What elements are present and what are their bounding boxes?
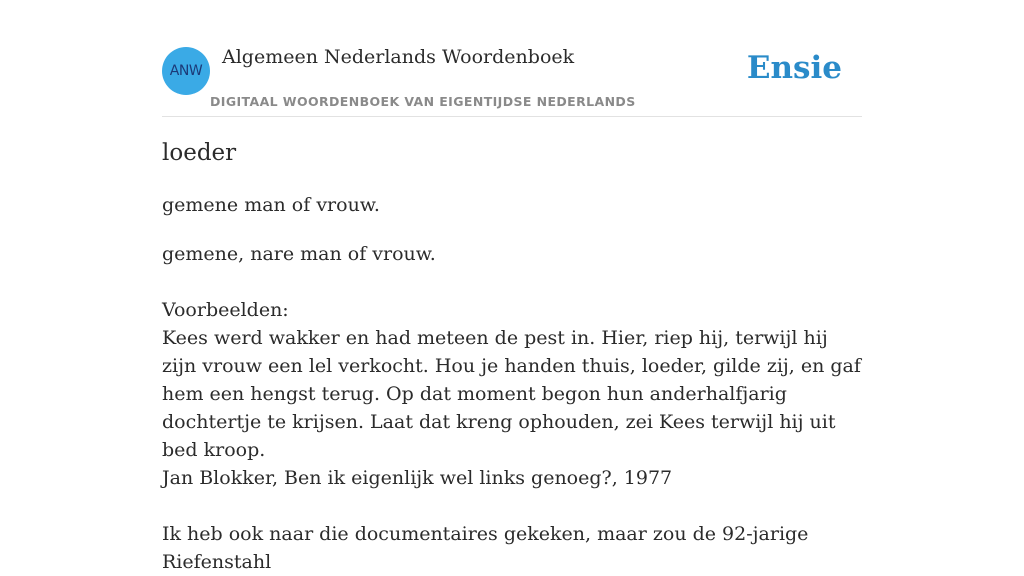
short-definition: gemene man of vrouw. [162, 194, 380, 216]
spacer [162, 268, 862, 296]
ensie-logo-link[interactable]: Ensie [746, 50, 842, 86]
logo-text: ANW [169, 63, 203, 79]
example-source: Jan Blokker, Ben ik eigenlijk wel links genoeg?, 1977 [162, 467, 673, 489]
examples-label: Voorbeelden: [162, 299, 289, 321]
source-title[interactable]: Algemeen Nederlands Woordenboek [222, 46, 575, 68]
anw-logo[interactable] [162, 47, 210, 95]
spacer [162, 492, 862, 520]
definition-text: gemene, nare man of vrouw. [162, 243, 436, 265]
definition-body [162, 240, 862, 576]
page [162, 0, 862, 573]
example-text: Kees werd wakker en had meteen de pest in. Hier, riep hij, terwijl hij zijn vrouw een lel verkocht. Hou je handen thuis, loeder, gilde zij, en gaf hem een hengst terug. Op dat moment begon hun anderhalfjarig dochtertje te krijsen. Laat dat kreng ophouden, zei Kees terwijl hij uit bed kroop. [162, 327, 861, 461]
headword: loeder [162, 140, 237, 166]
header [162, 0, 862, 117]
source-subtitle: DIGITAAL WOORDENBOEK VAN EIGENTIJDSE NEDERLANDS [210, 94, 636, 109]
example-text: Ik heb ook naar die documentaires gekeken, maar zou de 92-jarige Riefenstahl [162, 523, 809, 573]
